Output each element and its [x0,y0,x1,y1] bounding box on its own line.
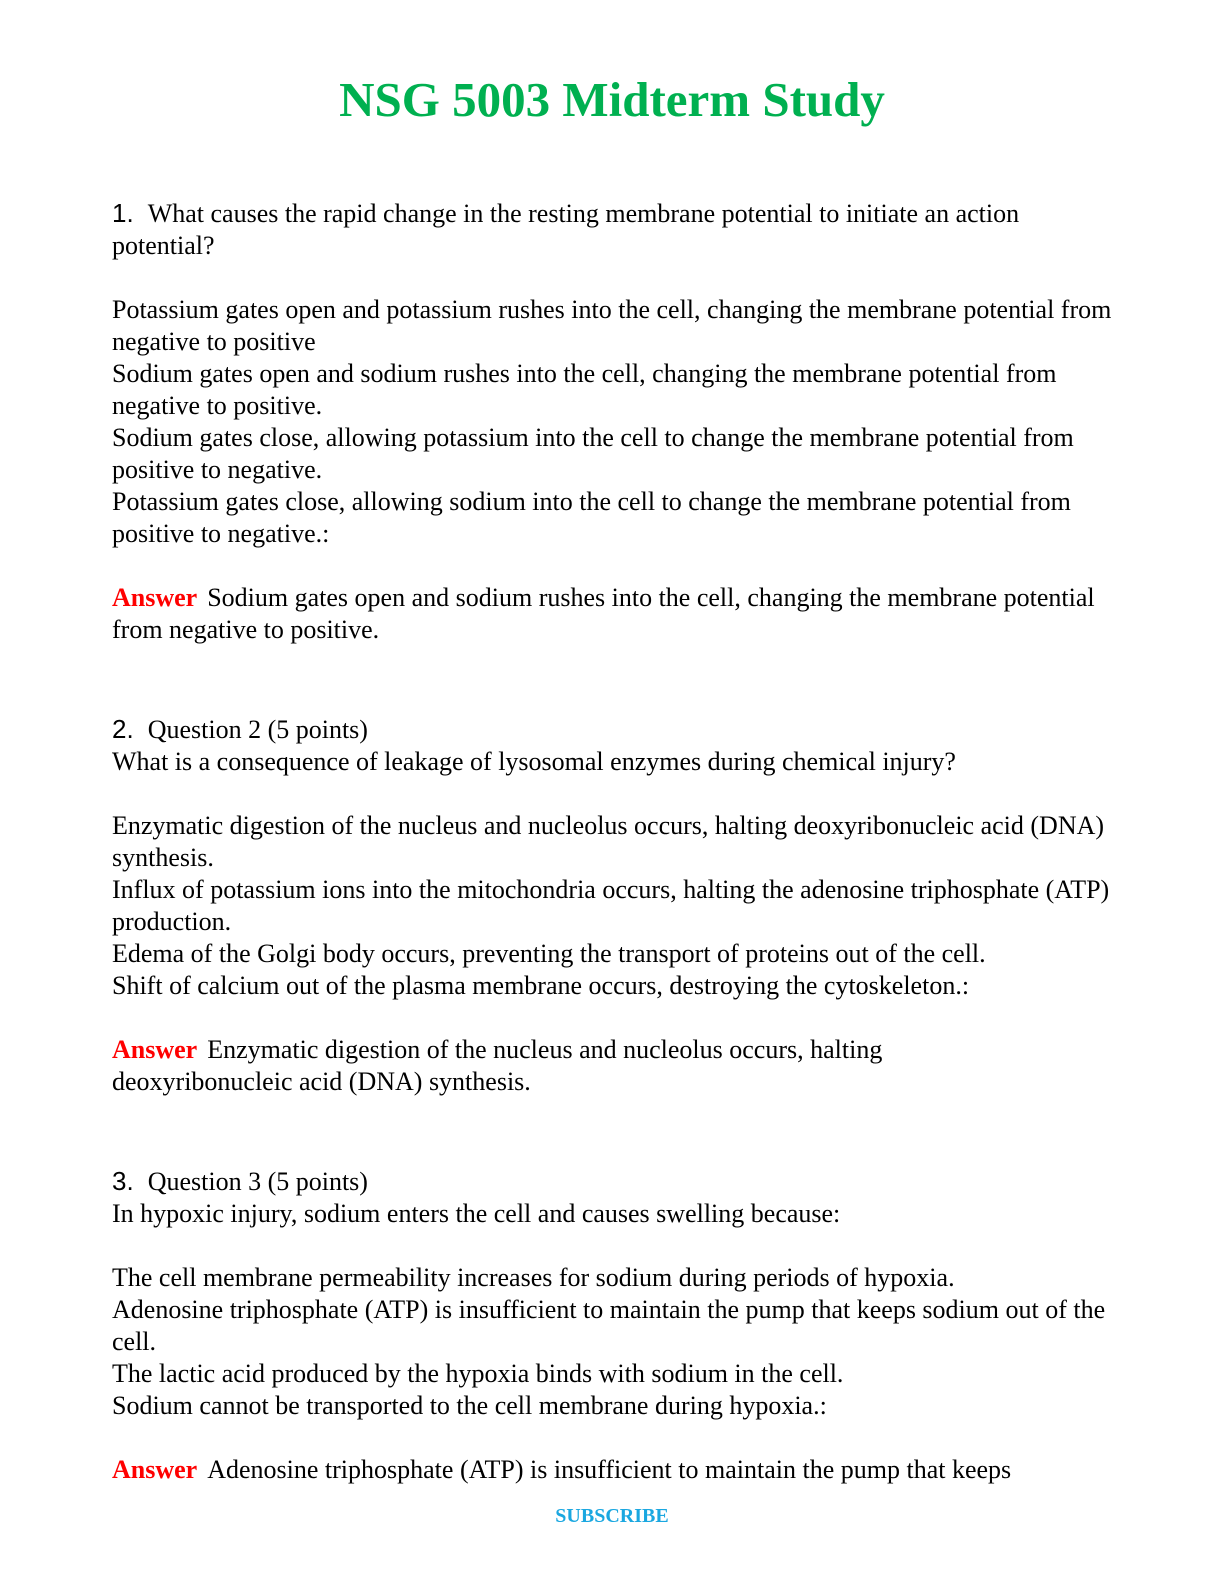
question-number: 1. [112,198,134,228]
question-text: What is a consequence of leakage of lysosomal enzymes during chemical injury? [112,747,956,776]
option: Sodium cannot be transported to the cell membrane during hypoxia.: [112,1391,827,1420]
question-prompt [112,197,1126,262]
option: Edema of the Golgi body occurs, preventing the transport of proteins out of the cell. [112,939,986,968]
option: Shift of calcium out of the plasma membrane occurs, destroying the cytoskeleton.: [112,971,970,1000]
answer-label: Answer [112,1035,198,1064]
answer [112,1034,942,1098]
document-body [112,197,1126,1486]
question-points: Question 2 (5 points) [147,715,368,744]
question-2 [112,713,1126,1098]
option: Sodium gates close, allowing potassium into the cell to change the membrane potential from positive to negative. [112,423,1074,484]
answer-label: Answer [112,583,198,612]
option: Adenosine triphosphate (ATP) is insufficient to maintain the pump that keeps sodium out of the cell. [112,1295,1106,1356]
option: The cell membrane permeability increases for sodium during periods of hypoxia. [112,1263,955,1292]
option: Potassium gates close, allowing sodium into the cell to change the membrane potential from positive to negative.: [112,487,1071,548]
question-text: What causes the rapid change in the resting membrane potential to initiate an action potential? [112,199,1020,260]
answer-label: Answer [112,1455,198,1484]
question-number: 3. [112,1166,134,1196]
question-1 [112,197,1126,646]
subscribe-link[interactable]: SUBSCRIBE [555,1505,669,1527]
question-text: In hypoxic injury, sodium enters the cell and causes swelling because: [112,1199,841,1228]
question-header [112,713,1126,746]
question-points: Question 3 (5 points) [147,1167,368,1196]
option: Sodium gates open and sodium rushes into the cell, changing the membrane potential from negative to positive. [112,359,1057,420]
answer-text: Enzymatic digestion of the nucleus and nucleolus occurs, halting deoxyribonucleic acid (DNA) synthesis. [112,1035,883,1096]
question-header [112,1165,1126,1198]
option: Potassium gates open and potassium rushes into the cell, changing the membrane potential from negative to positive [112,295,1112,356]
question-3 [112,1165,1126,1486]
option: Influx of potassium ions into the mitochondria occurs, halting the adenosine triphosphate (ATP) production. [112,875,1110,936]
answer-text: Sodium gates open and sodium rushes into the cell, changing the membrane potential from negative to positive. [112,583,1095,644]
answer-text: Adenosine triphosphate (ATP) is insufficient to maintain the pump that keeps [207,1455,1012,1484]
question-number: 2. [112,714,134,744]
answer [112,1454,1126,1486]
document-title: NSG 5003 Midterm Study [339,72,885,127]
option: The lactic acid produced by the hypoxia binds with sodium in the cell. [112,1359,844,1388]
answer [112,582,1126,646]
option: Enzymatic digestion of the nucleus and nucleolus occurs, halting deoxyribonucleic acid (DNA) synthesis. [112,811,1105,872]
